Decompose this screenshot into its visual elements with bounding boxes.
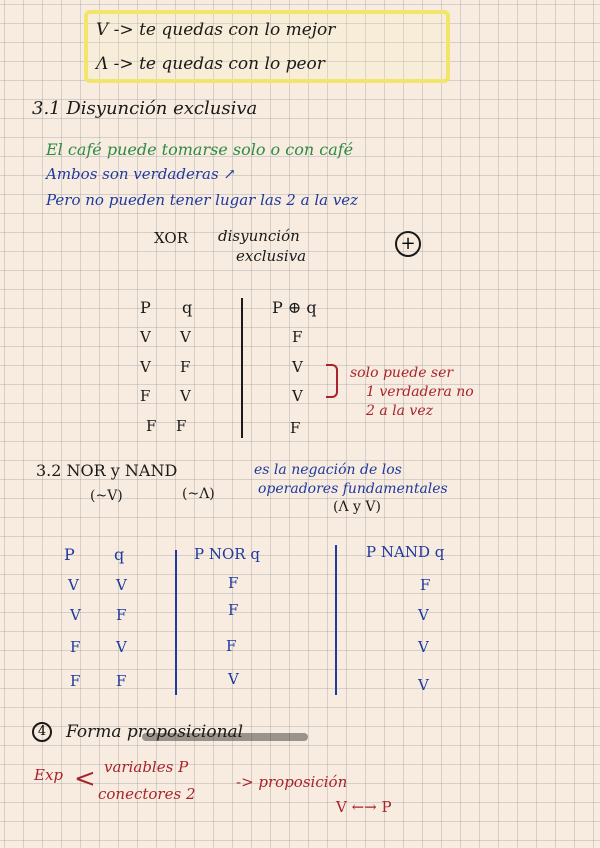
box-line-and: Λ -> te quedas con lo peor (96, 54, 325, 74)
xor-cell: V (292, 387, 303, 405)
xor-table-divider (241, 298, 243, 438)
nn-divider-2 (335, 545, 337, 695)
xor-cell: V (180, 328, 191, 346)
nn-cell: V (418, 638, 429, 656)
xor-cell: V (140, 328, 151, 346)
nn-cell: F (228, 574, 239, 592)
expression-item-1: variables P (104, 758, 189, 776)
definition-line-1: es la negación de los (254, 462, 402, 478)
nn-header-nand: P NAND q (366, 543, 445, 561)
definition-line-2: operadores fundamentales (258, 481, 448, 497)
nn-cell: V (68, 576, 79, 594)
xor-cell: V (180, 387, 191, 405)
nn-divider-1 (175, 550, 177, 695)
annotation-line-3: 2 a la vez (366, 403, 433, 419)
xor-cell: F (176, 417, 187, 435)
annotation-line-2: 1 verdadera no (366, 384, 474, 400)
annotation-line-1: solo puede ser (350, 365, 454, 381)
nor-symbol: (~V) (90, 488, 123, 504)
xor-symbol: + (395, 231, 421, 257)
nn-cell: F (226, 637, 237, 655)
xor-cell: F (180, 358, 191, 376)
example-line-3: Pero no pueden tener lugar las 2 a la vez (46, 191, 359, 209)
nand-symbol: (~Λ) (182, 486, 215, 502)
section-3-1-title: 3.1 Disyunción exclusiva (32, 98, 258, 119)
nn-cell: V (116, 638, 127, 656)
xor-cell: F (146, 417, 157, 435)
annotation-bracket (326, 364, 338, 398)
definition-line-3: (Λ y V) (333, 499, 381, 515)
example-line-1: El café puede tomarse solo o con café (46, 140, 354, 159)
xor-header-result: P ⊕ q (272, 298, 317, 317)
example-line-2: Ambos son verdaderas ↗ (46, 165, 237, 183)
section-4-number: 4 (32, 722, 52, 742)
xor-desc-1: disyunción (218, 227, 300, 245)
nn-cell: F (420, 576, 431, 594)
expression-brace: < (74, 764, 96, 794)
nn-cell: V (70, 606, 81, 624)
nn-cell: F (116, 606, 127, 624)
xor-header-q: q (182, 298, 193, 317)
xor-cell: V (140, 358, 151, 376)
xor-cell: V (292, 358, 303, 376)
section-4-title: Forma proposicional (66, 722, 244, 742)
nn-cell: F (70, 638, 81, 656)
xor-cell: F (292, 328, 303, 346)
xor-label: XOR (154, 229, 189, 247)
xor-header-p: P (140, 298, 151, 317)
expression-result: -> proposición (236, 773, 348, 791)
xor-desc-2: exclusiva (236, 247, 307, 265)
nn-header-nor: P NOR q (194, 545, 260, 563)
section-3-2-title: 3.2 NOR y NAND (36, 461, 178, 480)
nn-header-q: q (114, 545, 125, 564)
nn-header-p: P (64, 545, 75, 564)
nn-cell: F (116, 672, 127, 690)
xor-cell: F (140, 387, 151, 405)
expression-item-2: conectores 2 (98, 785, 196, 803)
biconditional-example: V ←→ P (336, 798, 392, 816)
xor-cell: F (290, 419, 301, 437)
nn-cell: V (228, 670, 239, 688)
nn-cell: V (116, 576, 127, 594)
nn-cell: V (418, 676, 429, 694)
box-line-or: V -> te quedas con lo mejor (96, 20, 336, 40)
nn-cell: F (228, 601, 239, 619)
nn-cell: V (418, 606, 429, 624)
nn-cell: F (70, 672, 81, 690)
expression-label: Exp (34, 766, 64, 784)
